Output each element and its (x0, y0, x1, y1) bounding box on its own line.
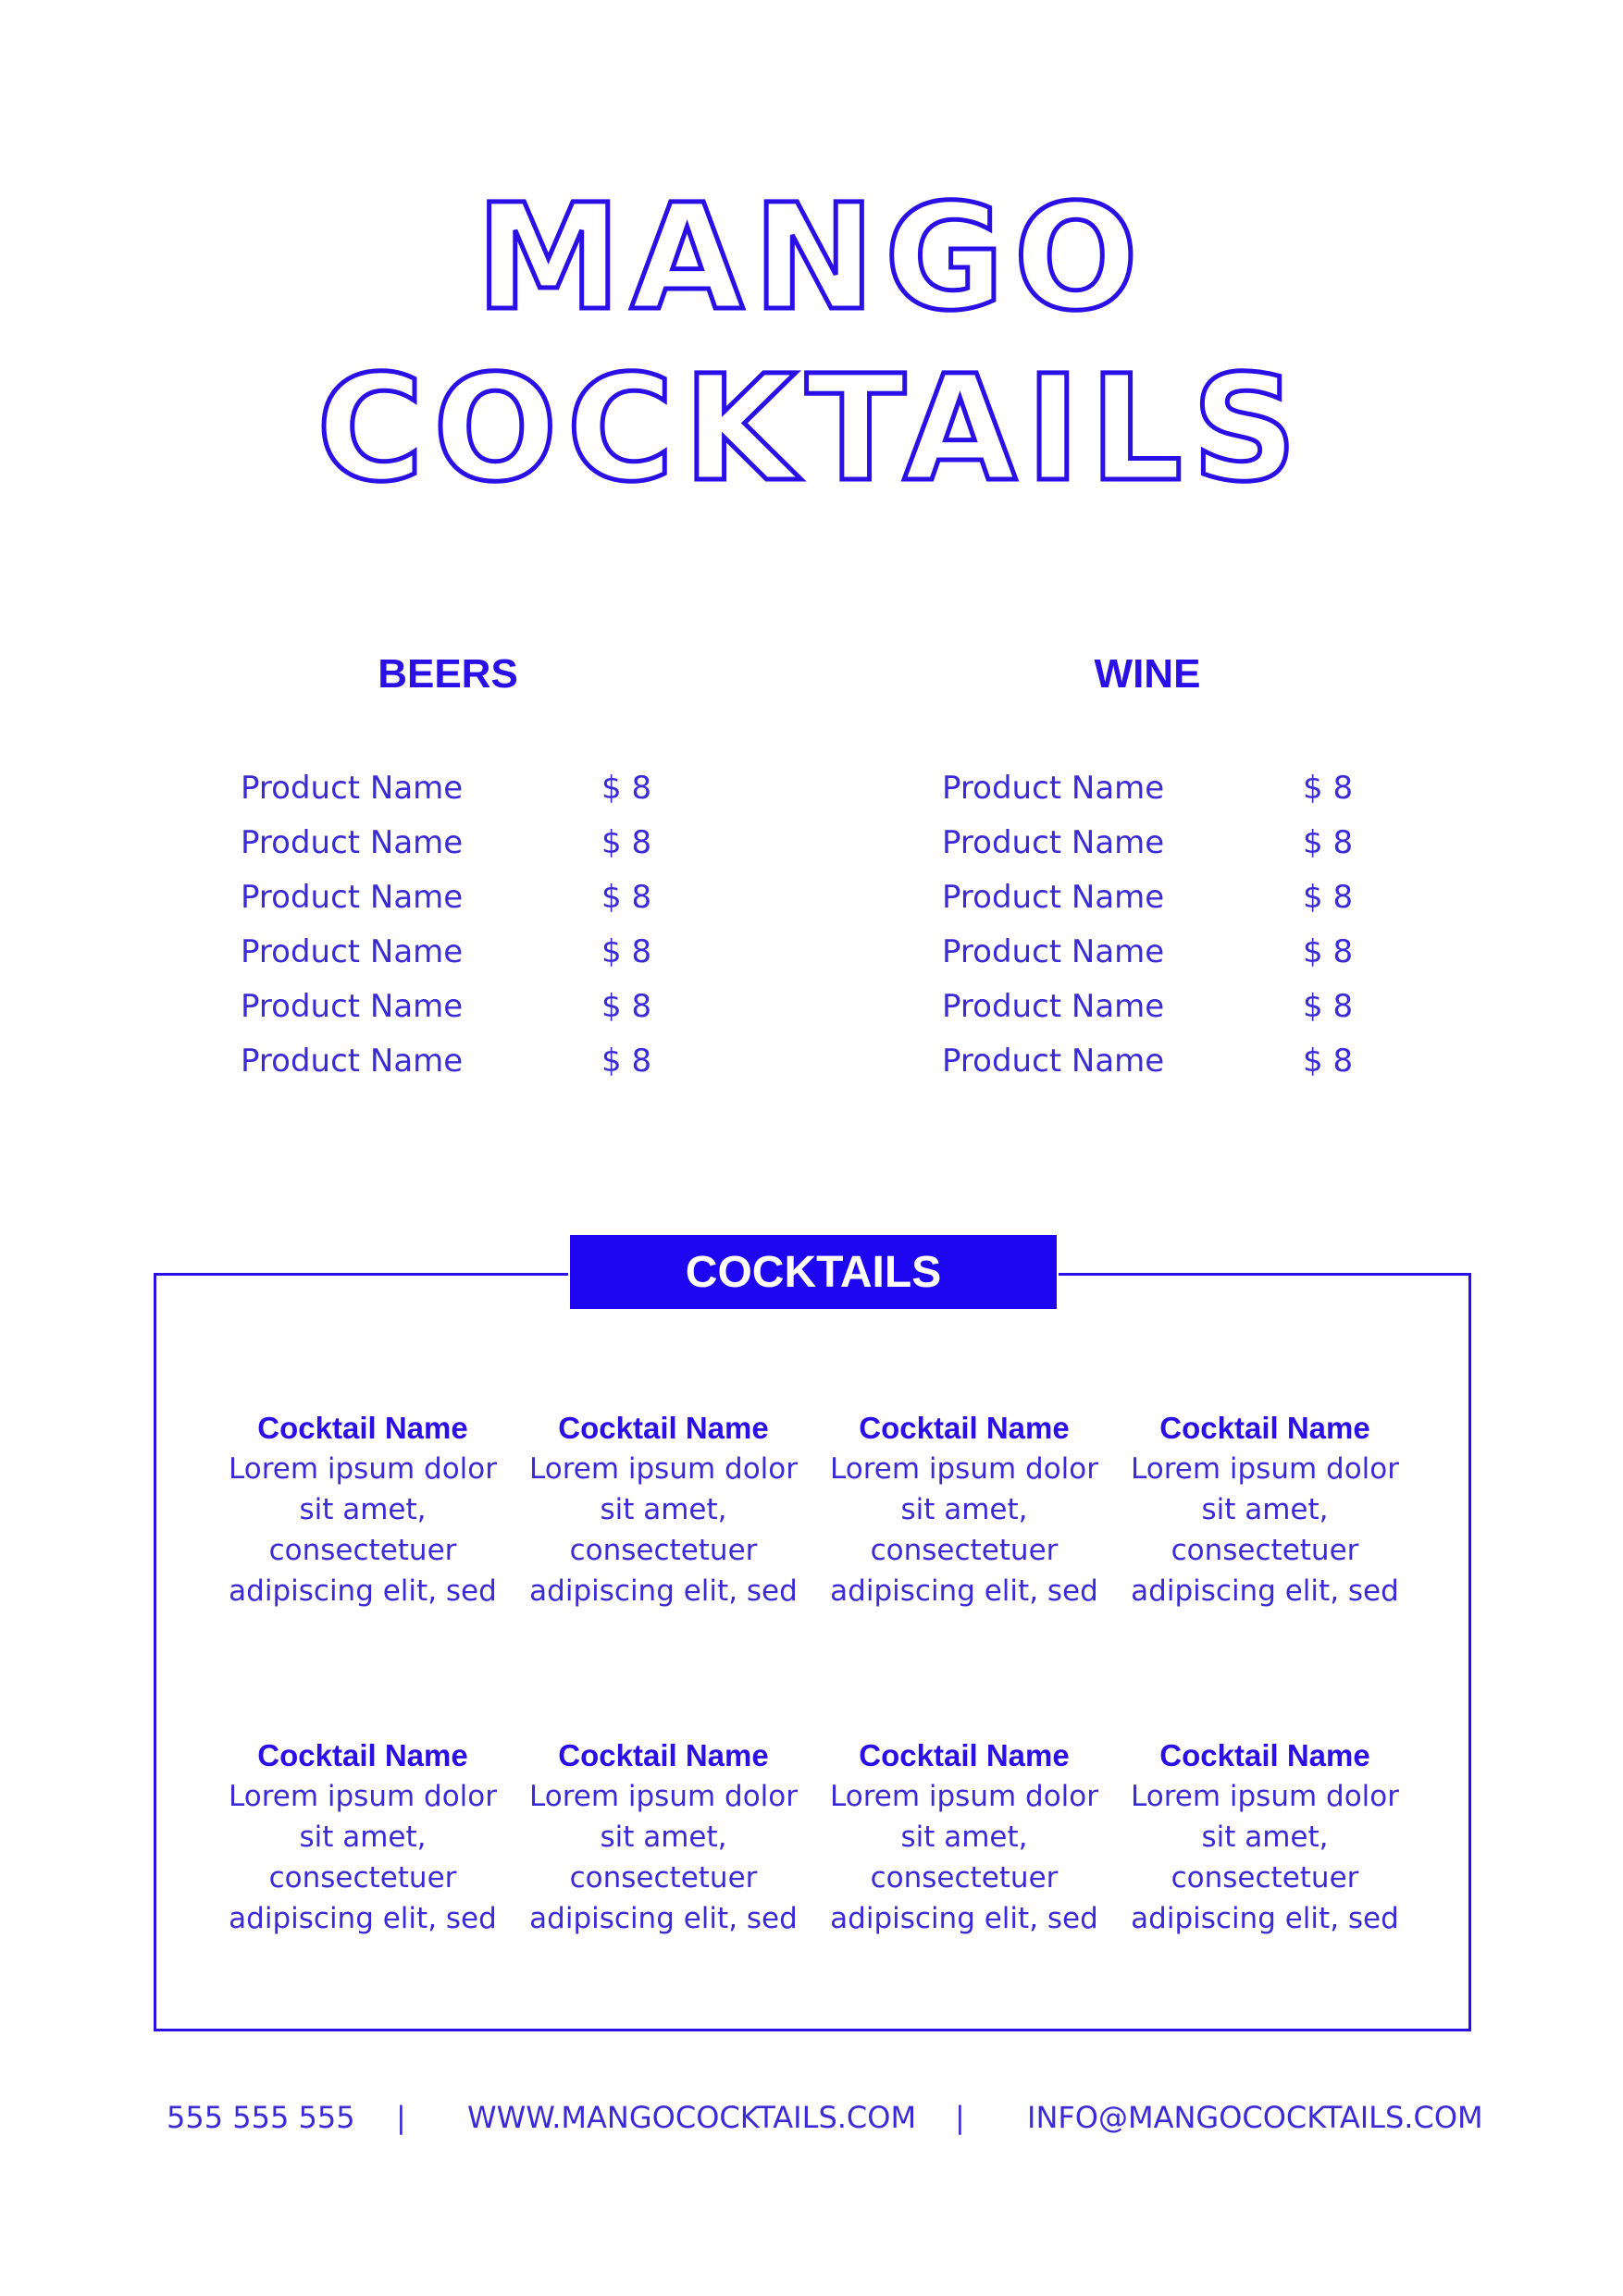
beer-item-price: $ 8 (601, 878, 652, 916)
wine-item-price: $ 8 (1303, 987, 1354, 1025)
cocktail-description: Lorem ipsum dolor sit amet, consectetuer adipiscing elit, sed (229, 1452, 497, 1608)
cocktail-description: Lorem ipsum dolor sit amet, consectetuer adipiscing elit, sed (830, 1452, 1098, 1608)
footer-email[interactable]: INFO@MANGOCOCKTAILS.COM (1027, 2100, 1483, 2135)
wine-item-price: $ 8 (1303, 769, 1354, 807)
cocktail-name: Cocktail Name (558, 1411, 769, 1445)
cocktail-item (825, 1735, 1103, 1935)
cocktail-item (224, 1735, 502, 1935)
wine-item (942, 924, 1395, 979)
wine-item-name: Product Name (942, 1042, 1165, 1080)
beer-item-name: Product Name (241, 823, 464, 861)
cocktail-item (224, 1408, 502, 1735)
beer-item-price: $ 8 (601, 1042, 652, 1080)
wine-item-price: $ 8 (1303, 932, 1354, 970)
wine-heading: WINE (1094, 651, 1201, 697)
beer-item-price: $ 8 (601, 987, 652, 1025)
beer-item-price: $ 8 (601, 823, 652, 861)
cocktail-description: Lorem ipsum dolor sit amet, consectetuer adipiscing elit, sed (529, 1780, 798, 1935)
cocktail-name: Cocktail Name (1159, 1411, 1370, 1445)
wine-item-name: Product Name (942, 878, 1165, 916)
beers-price-list (241, 760, 694, 1088)
cocktail-name: Cocktail Name (257, 1738, 468, 1772)
cocktail-name: Cocktail Name (1159, 1738, 1370, 1772)
wine-price-list (942, 760, 1395, 1088)
footer-contact (0, 2100, 1623, 2146)
cocktail-description: Lorem ipsum dolor sit amet, consectetuer adipiscing elit, sed (529, 1452, 798, 1608)
cocktail-name: Cocktail Name (558, 1738, 769, 1772)
menu-title-line1: MANGO (476, 173, 1147, 343)
cocktail-item (1126, 1408, 1404, 1735)
wine-item-price: $ 8 (1303, 823, 1354, 861)
beer-item-price: $ 8 (601, 932, 652, 970)
beer-item-name: Product Name (241, 987, 464, 1025)
cocktail-name: Cocktail Name (859, 1738, 1070, 1772)
footer-phone[interactable]: 555 555 555 (167, 2100, 355, 2135)
cocktail-item (525, 1735, 802, 1935)
wine-item (942, 1033, 1395, 1088)
beer-item (241, 815, 694, 870)
cocktail-item (525, 1408, 802, 1735)
cocktail-name: Cocktail Name (257, 1411, 468, 1445)
footer-separator: | (396, 2100, 406, 2135)
cocktail-item (825, 1408, 1103, 1735)
wine-item-price: $ 8 (1303, 878, 1354, 916)
cocktail-description: Lorem ipsum dolor sit amet, consectetuer adipiscing elit, sed (830, 1780, 1098, 1935)
beer-item (241, 760, 694, 815)
beer-item (241, 1033, 694, 1088)
wine-item (942, 979, 1395, 1033)
menu-title-line2: COCKTAILS (316, 344, 1307, 514)
beer-item (241, 924, 694, 979)
wine-item-name: Product Name (942, 823, 1165, 861)
cocktail-description: Lorem ipsum dolor sit amet, consectetuer adipiscing elit, sed (229, 1780, 497, 1935)
footer-website[interactable]: WWW.MANGOCOCKTAILS.COM (467, 2100, 917, 2135)
beer-item (241, 870, 694, 924)
wine-item (942, 760, 1395, 815)
cocktail-description: Lorem ipsum dolor sit amet, consectetuer adipiscing elit, sed (1131, 1780, 1399, 1935)
cocktails-grid (224, 1408, 1427, 1935)
wine-item (942, 870, 1395, 924)
wine-item-name: Product Name (942, 932, 1165, 970)
cocktail-description: Lorem ipsum dolor sit amet, consectetuer adipiscing elit, sed (1131, 1452, 1399, 1608)
wine-item-name: Product Name (942, 769, 1165, 807)
beer-item-price: $ 8 (601, 769, 652, 807)
cocktails-heading: COCKTAILS (568, 1233, 1059, 1311)
wine-item-price: $ 8 (1303, 1042, 1354, 1080)
beer-item-name: Product Name (241, 932, 464, 970)
cocktail-name: Cocktail Name (859, 1411, 1070, 1445)
footer-separator: | (955, 2100, 965, 2135)
cocktail-item (1126, 1735, 1404, 1935)
wine-item (942, 815, 1395, 870)
beers-heading: BEERS (378, 651, 518, 697)
beer-item-name: Product Name (241, 878, 464, 916)
beer-item-name: Product Name (241, 1042, 464, 1080)
wine-item-name: Product Name (942, 987, 1165, 1025)
beer-item-name: Product Name (241, 769, 464, 807)
beer-item (241, 979, 694, 1033)
